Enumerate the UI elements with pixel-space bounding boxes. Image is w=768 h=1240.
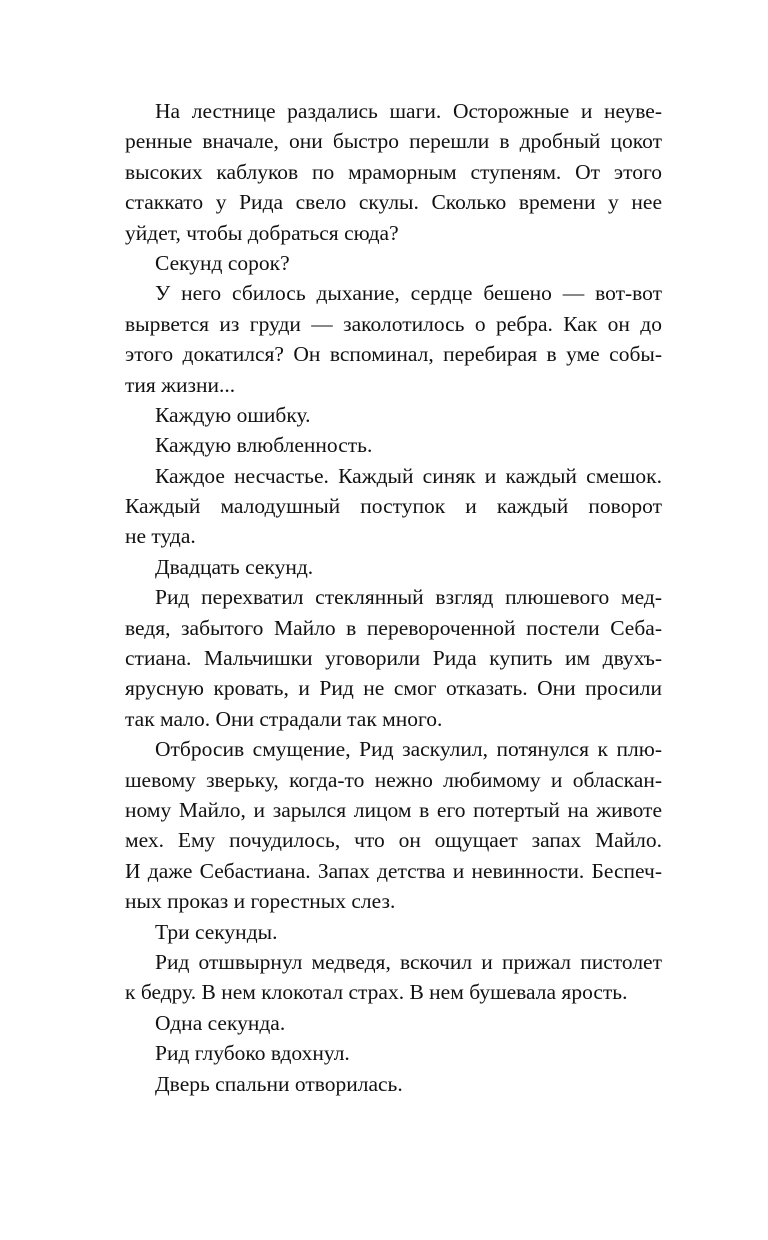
- text-line: Каждую влюбленность.: [155, 433, 373, 458]
- text-line: мех. Ему почудилось, что он ощущает запах Майло.: [125, 828, 662, 853]
- page-text: [125, 96, 662, 1099]
- text-line: этого докатился? Он вспоминал, перебирая в уме собы-: [125, 342, 662, 367]
- text-line: Дверь спальни отворилась.: [155, 1071, 403, 1096]
- text-line: Двадцать секунд.: [155, 554, 314, 579]
- text-line: вырвется из груди — заколотилось о ребра. Как он до: [125, 311, 662, 336]
- paragraph: [125, 430, 662, 460]
- text-line: не туда.: [125, 524, 196, 549]
- text-line: так мало. Они страдали так много.: [125, 706, 443, 731]
- text-line: Каждую ошибку.: [155, 402, 311, 427]
- paragraph: [125, 278, 662, 400]
- text-line: уйдет, чтобы добраться сюда?: [125, 220, 399, 245]
- text-line: Рид перехватил стеклянный взгляд плюшевого мед-: [155, 585, 662, 610]
- text-line: стиана. Мальчишки уговорили Рида купить им двухъ-: [125, 646, 662, 671]
- paragraph: [125, 96, 662, 248]
- paragraph: [125, 248, 662, 278]
- text-line: Отбросив смущение, Рид заскулил, потянулся к плю-: [155, 737, 662, 762]
- text-line: Одна секунда.: [155, 1010, 286, 1035]
- paragraph: [125, 1038, 662, 1068]
- text-line: ных проказ и горестных слез.: [125, 889, 396, 914]
- text-line: ному Майло, и зарылся лицом в его потертый на животе: [125, 797, 662, 822]
- text-line: Секунд сорок?: [155, 250, 290, 275]
- paragraph: [125, 400, 662, 430]
- text-line: ведя, забытого Майло в перевороченной постели Себа-: [125, 615, 662, 640]
- text-line: Три секунды.: [155, 919, 278, 944]
- text-line: Рид отшвырнул медведя, вскочил и прижал пистолет: [155, 949, 662, 974]
- paragraph: [125, 1069, 662, 1099]
- paragraph: [125, 917, 662, 947]
- paragraph: [125, 734, 662, 916]
- text-line: шевому зверьку, когда-то нежно любимому и обласкан-: [125, 767, 662, 792]
- text-line: У него сбилось дыхание, сердце бешено — вот-вот: [155, 281, 662, 306]
- paragraph: [125, 582, 662, 734]
- text-line: Каждое несчастье. Каждый синяк и каждый смешок.: [155, 463, 662, 488]
- paragraph: [125, 461, 662, 552]
- text-line: ренные вначале, они быстро перешли в дробный цокот: [125, 129, 662, 154]
- paragraph: [125, 1008, 662, 1038]
- paragraph: [125, 947, 662, 1008]
- text-line: ярусную кровать, и Рид не смог отказать. Они просили: [125, 676, 662, 701]
- text-line: высоких каблуков по мраморным ступеням. От этого: [125, 159, 662, 184]
- text-line: Рид глубоко вдохнул.: [155, 1041, 350, 1066]
- text-line: Каждый малодушный поступок и каждый поворот: [125, 494, 662, 519]
- text-line: тия жизни...: [125, 372, 236, 397]
- paragraph: [125, 552, 662, 582]
- text-line: И даже Себастиана. Запах детства и невинности. Беспеч-: [125, 858, 662, 883]
- text-line: На лестнице раздались шаги. Осторожные и неуве-: [155, 99, 662, 123]
- text-line: стаккато у Рида свело скулы. Сколько времени у нее: [125, 190, 662, 215]
- text-line: к бедру. В нем клокотал страх. В нем бушевала ярость.: [125, 980, 628, 1005]
